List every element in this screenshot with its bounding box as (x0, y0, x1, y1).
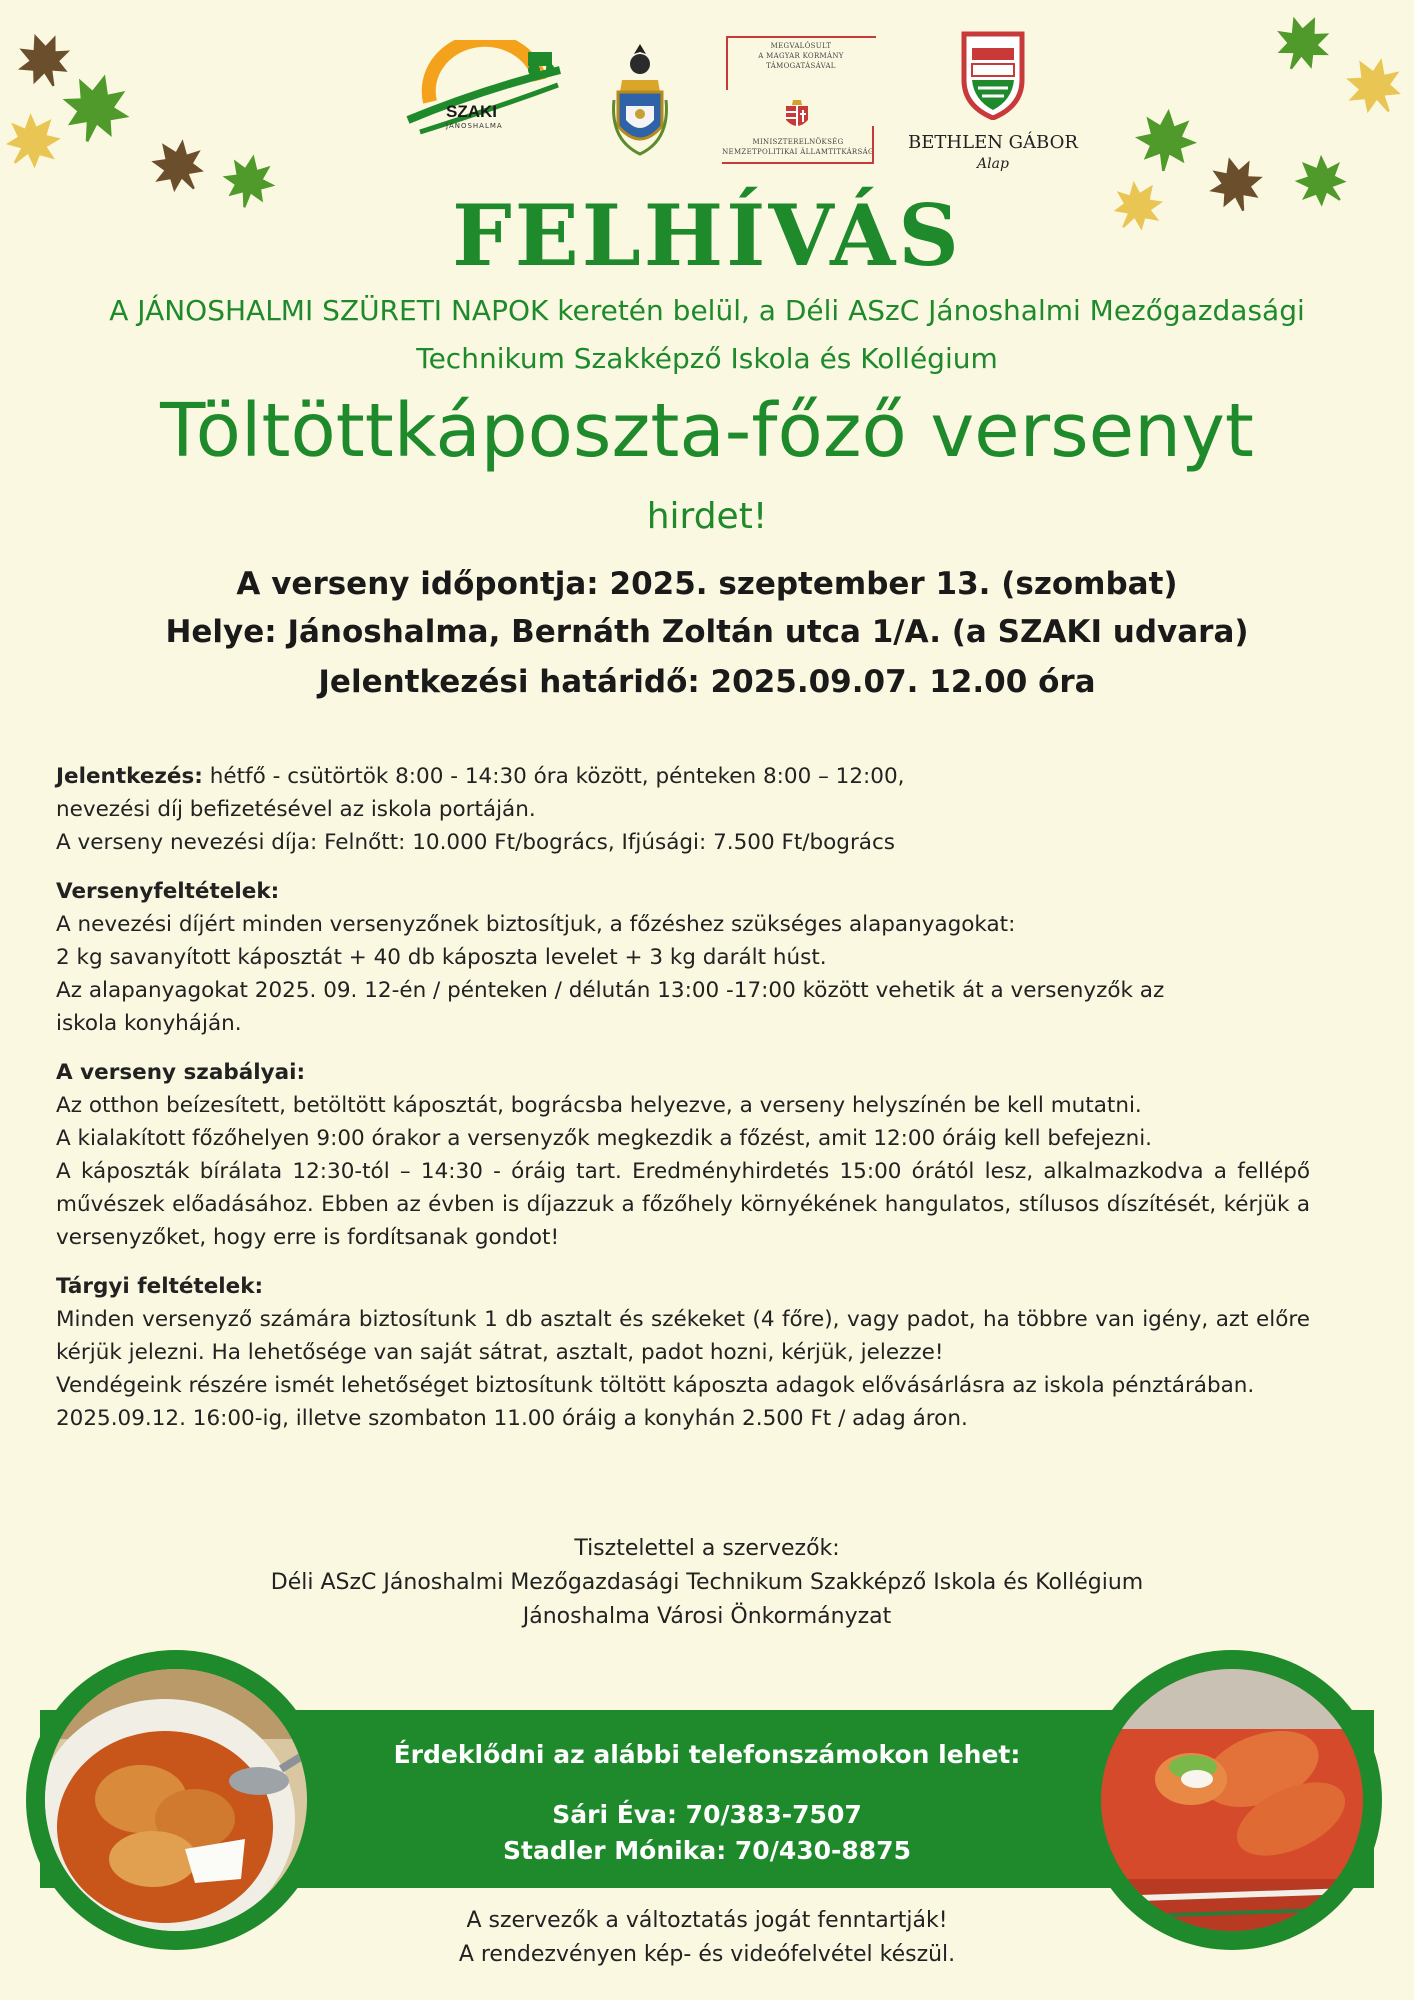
conditions-line-1: A nevezési díjért minden versenyzőnek biztosítjuk, a főzéshez szükséges alapanyagokat: (56, 912, 1016, 937)
event-date: A verseny időpontja: 2025. szeptember 13. (szombat) (236, 566, 1178, 602)
bethlen-gabor-sub: Alap (977, 156, 1009, 172)
conditions-line-4: iskola konyháján. (56, 1011, 242, 1036)
registration-fee: A verseny nevezési díja: Felnőtt: 10.000 Ft/bogrács, Ifjúsági: 7.500 Ft/bogrács (56, 830, 895, 855)
registration-section (56, 760, 1310, 859)
material-line-3: Vendégeink részére ismét lehetőséget biztosítunk töltött káposzta adagok elővásárlásra az iskola pénztárában. (56, 1373, 1255, 1398)
maple-leaf-icon (1130, 104, 1202, 176)
conditions-heading: Versenyfeltételek: (56, 879, 280, 904)
closing-block (0, 1532, 1414, 1634)
szaki-logo-sub: JÁNOSHALMA (446, 122, 503, 130)
rules-line-2: A kialakított főzőhelyen 9:00 órakor a versenyzők megkezdik a főzést, amit 12:00 óráig kell befejezni. (56, 1126, 1153, 1151)
gov-text-5: NEMZETPOLITIKAI ÁLLAMTITKÁRSÁG (722, 148, 874, 156)
bethlen-gabor-logo (908, 30, 1078, 190)
contact-title: Érdeklődni az alábbi telefonszámokon lehet: (393, 1740, 1021, 1769)
conditions-section (56, 875, 1310, 1040)
bethlen-gabor-name: BETHLEN GÁBOR (908, 132, 1078, 153)
rules-heading: A verseny szabályai: (56, 1060, 306, 1085)
contact-phone-1: Sári Éva: 70/383-7507 (552, 1800, 862, 1829)
footer-recording-notice: A rendezvényen kép- és videófelvétel készül. (458, 1942, 956, 1967)
gov-text-3: TÁMOGATÁSÁVAL (766, 62, 836, 70)
material-extra (56, 1369, 1310, 1435)
material-line-4: 2025.09.12. 16:00-ig, illetve szombaton 11.00 óráig a konyhán 2.500 Ft / adag áron. (56, 1406, 968, 1431)
city-crest-icon (610, 40, 670, 160)
food-photo-left (45, 1669, 307, 1931)
registration-line-1: hétfő - csütörtök 8:00 - 14:30 óra között, pénteken 8:00 – 12:00, (202, 764, 905, 789)
szaki-logo (400, 40, 570, 140)
body-text (56, 760, 1310, 1451)
announces-text: hirdet! (646, 496, 768, 537)
maple-leaf-icon (1340, 52, 1408, 120)
material-heading: Tárgyi feltételek: (56, 1274, 264, 1299)
conditions-line-3: Az alapanyagokat 2025. 09. 12-én / pénteken / délután 13:00 -17:00 között vehetik át a versenyzők az (56, 978, 1165, 1003)
page-title: FELHÍVÁS (452, 186, 962, 285)
gov-text-4: MINISZTERELNÖKSÉG (752, 138, 844, 146)
registration-line-2: nevezési díj befizetésével az iskola portáján. (56, 797, 536, 822)
contest-title: Töltöttkáposzta-főző versenyt (160, 388, 1254, 474)
event-place: Helye: Jánoshalma, Bernáth Zoltán utca 1/A. (a SZAKI udvara) (165, 614, 1249, 650)
intro-line-1: A JÁNOSHALMI SZÜRETI NAPOK keretén belül, a Déli ASzC Jánoshalmi Mezőgazdasági (109, 294, 1305, 327)
closing-organizer-city: Jánoshalma Városi Önkormányzat (522, 1604, 892, 1629)
maple-leaf-icon (56, 68, 136, 148)
footer-disclaimer: A szervezők a változtatás jogát fenntartják! (466, 1908, 948, 1933)
maple-leaf-icon (1270, 10, 1336, 76)
government-support-logo (718, 34, 878, 174)
gov-text-2: A MAGYAR KORMÁNY (758, 52, 844, 60)
gov-text-1: MEGVALÓSULT (770, 42, 832, 50)
conditions-line-2: 2 kg savanyított káposztát + 40 db káposzta levelet + 3 kg darált húst. (56, 945, 827, 970)
food-photo-right (1101, 1669, 1363, 1931)
registration-deadline: Jelentkezési határidő: 2025.09.07. 12.00 óra (318, 664, 1096, 700)
closing-greeting: Tisztelettel a szervezők: (574, 1536, 840, 1561)
contact-phone-2: Stadler Mónika: 70/430-8875 (503, 1836, 911, 1865)
registration-label: Jelentkezés: (56, 764, 203, 789)
rules-line-1: Az otthon beízesített, betöltött káposztát, bográcsba helyezve, a verseny helyszínén be kell mutatni. (56, 1093, 1142, 1118)
material-paragraph: Minden versenyző számára biztosítunk 1 db asztalt és székeket (4 főre), vagy padot, ha többre van igény, azt előre kérjük jelezni. Ha lehetősége van saját sátrat, asztalt, padot hozni, kérjük, jelezze! (56, 1307, 1310, 1365)
szaki-logo-name: SZAKI (446, 102, 497, 121)
closing-organizer-school: Déli ASzC Jánoshalmi Mezőgazdasági Technikum Szakképző Iskola és Kollégium (270, 1570, 1144, 1595)
rules-paragraph: A káposzták bírálata 12:30-tól – 14:30 - óráig tart. Eredményhirdetés 15:00 órától lesz, alkalmazkodva a fellépő művészek előadásához. Ebben az évben is díjazzuk a főzőhely környékének hangulatos, stílusos díszítését, kérjük a versenyzőket, hogy erre is fordítsanak gondot! (56, 1159, 1310, 1250)
intro-line-2: Technikum Szakképző Iskola és Kollégium (416, 342, 998, 375)
rules-section (56, 1056, 1310, 1155)
maple-leaf-icon (0, 108, 66, 174)
material-section (56, 1270, 1310, 1303)
